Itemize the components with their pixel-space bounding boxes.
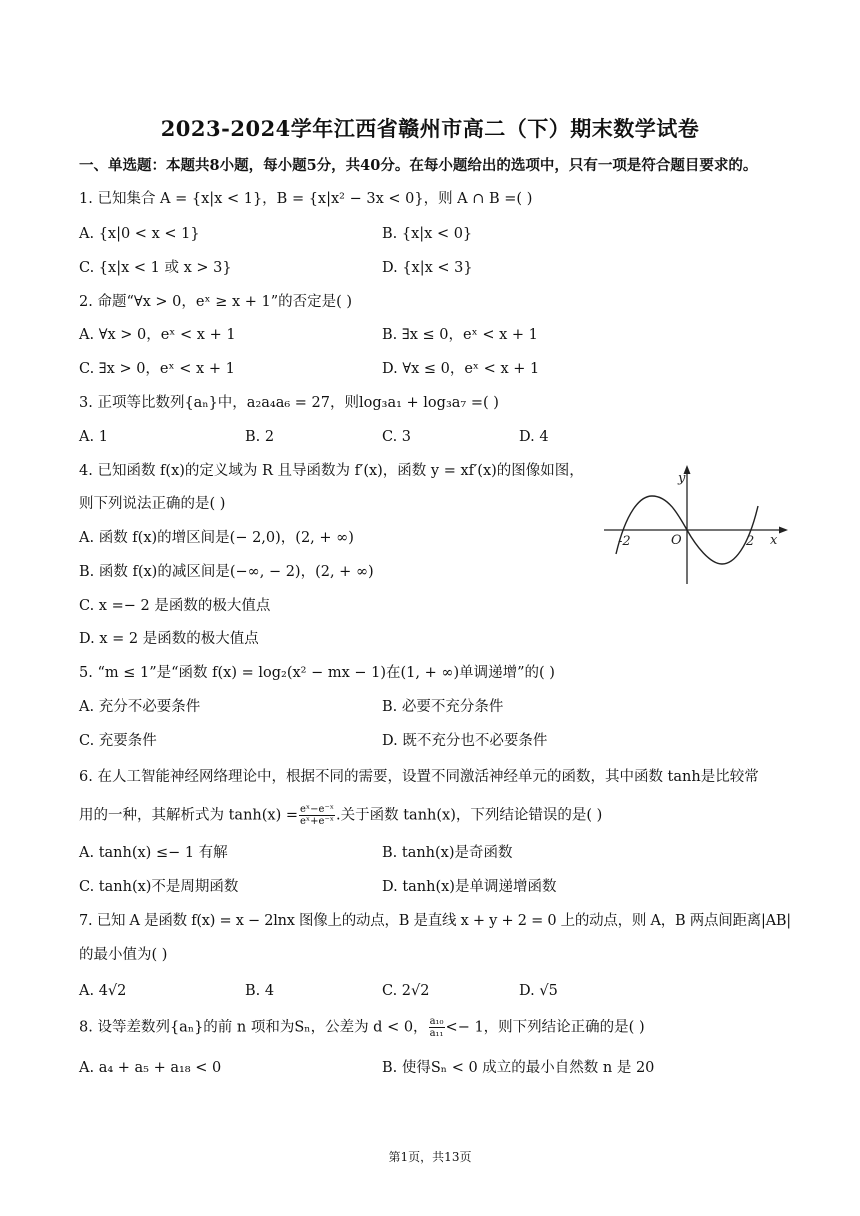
q1-option-d: D. {x|x < 3}: [382, 260, 473, 276]
q5-option-c: C. 充要条件: [79, 733, 157, 749]
q8-stem-pre: 8. 设等差数列{aₙ}的前 n 项和为Sₙ，公差为 d < 0，: [79, 1019, 428, 1036]
q7-option-c: C. 2√2: [382, 983, 430, 999]
q8-option-a: A. a₄ + a₅ + a₁₈ < 0: [79, 1060, 222, 1076]
q6-stem-pre: 用的一种，其解析式为 tanh(x) =: [79, 807, 299, 824]
q6-stem-cont: [79, 804, 602, 827]
q4-stem: 4. 已知函数 f(x)的定义域为 R 且导函数为 f′(x)，函数 y = xf′(x)的图像如图，: [79, 463, 584, 479]
q5-option-d: D. 既不充分也不必要条件: [382, 733, 548, 749]
page-footer: 第1页，共13页: [388, 1150, 472, 1164]
q7-option-d: D. √5: [519, 983, 558, 999]
x-axis-arrow: [779, 527, 788, 534]
q1-option-c: C. {x|x < 1 或 x > 3}: [79, 260, 232, 276]
q4-option-a: A. 函数 f(x)的增区间是(− 2,0)，(2, + ∞): [79, 530, 354, 546]
q4-option-c: C. x =− 2 是函数的极大值点: [79, 598, 271, 614]
q1-option-b: B. {x|x < 0}: [382, 226, 473, 242]
q2-stem: 2. 命题“∀x > 0，eˣ ≥ x + 1”的否定是( ): [79, 294, 353, 310]
q6-fraction: [299, 804, 335, 827]
page-title: 2023-2024学年江西省赣州市高二（下）期末数学试卷: [160, 116, 700, 141]
q8-stem-post: <− 1，则下列结论正确的是( ): [445, 1019, 645, 1036]
q4-stem-cont: 则下列说法正确的是( ): [79, 496, 226, 512]
q2-option-b: B. ∃x ≤ 0，eˣ < x + 1: [382, 327, 538, 343]
q4-option-d: D. x = 2 是函数的极大值点: [79, 631, 259, 647]
q3-stem: 3. 正项等比数列{aₙ}中，a₂a₄a₆ = 27，则log₃a₁ + log₃a₇ =( ): [79, 395, 499, 411]
pos-two-label: 2: [746, 534, 755, 549]
origin-label: O: [671, 533, 682, 548]
q7-option-b: B. 4: [245, 983, 275, 999]
q8-option-b: B. 使得Sₙ < 0 成立的最小自然数 n 是 20: [382, 1060, 655, 1076]
x-label: x: [770, 533, 778, 548]
q7-stem: 7. 已知 A 是函数 f(x) = x − 2lnx 图像上的动点，B 是直线 x + y + 2 = 0 上的动点，则 A，B 两点间距离|AB|: [79, 913, 791, 929]
q8-frac-denominator: a₁₁: [429, 1028, 444, 1039]
q3-option-d: D. 4: [519, 429, 549, 445]
q6-option-a: A. tanh(x) ≤− 1 有解: [79, 845, 228, 861]
q6-option-c: C. tanh(x)不是周期函数: [79, 879, 239, 895]
function-graph: [600, 458, 790, 586]
y-label: y: [678, 471, 686, 486]
q5-option-a: A. 充分不必要条件: [79, 699, 201, 715]
q6-stem: 6. 在人工智能神经网络理论中，根据不同的需要，设置不同激活神经单元的函数，其中函数 tanh是比较常: [79, 769, 759, 785]
q5-option-b: B. 必要不充分条件: [382, 699, 504, 715]
section-heading: 一、单选题：本题共8小题，每小题5分，共40分。在每小题给出的选项中，只有一项是符合题目要求的。: [79, 157, 758, 174]
q4-option-b: B. 函数 f(x)的减区间是(−∞, − 2)，(2, + ∞): [79, 564, 374, 580]
q7-option-a: A. 4√2: [79, 983, 127, 999]
q6-frac-denominator: eˣ+e⁻ˣ: [300, 816, 334, 827]
q6-option-d: D. tanh(x)是单调递增函数: [382, 879, 557, 895]
q3-option-a: A. 1: [79, 429, 108, 445]
q2-option-d: D. ∀x ≤ 0，eˣ < x + 1: [382, 361, 540, 377]
q3-option-c: C. 3: [382, 429, 412, 445]
q8-stem: [79, 1016, 645, 1039]
q6-stem-post: .关于函数 tanh(x)，下列结论错误的是( ): [336, 807, 603, 824]
q2-option-a: A. ∀x > 0，eˣ < x + 1: [79, 327, 236, 343]
q1-stem: 1. 已知集合 A = {x|x < 1}，B = {x|x² − 3x < 0}，则 A ∩ B =( ): [79, 191, 533, 207]
q6-option-b: B. tanh(x)是奇函数: [382, 845, 513, 861]
q3-option-b: B. 2: [245, 429, 275, 445]
q6-frac-numerator: eˣ−e⁻ˣ: [300, 804, 334, 815]
q8-frac-numerator: a₁₀: [429, 1016, 444, 1027]
q8-fraction: [429, 1016, 445, 1039]
q2-option-c: C. ∃x > 0，eˣ < x + 1: [79, 361, 235, 377]
q5-stem: 5. “m ≤ 1”是“函数 f(x) = log₂(x² − mx − 1)在(1, + ∞)单调递增”的( ): [79, 665, 555, 681]
neg-two-label: -2: [618, 534, 631, 549]
q1-option-a: A. {x|0 < x < 1}: [79, 226, 200, 242]
q7-stem-cont: 的最小值为( ): [79, 947, 168, 963]
